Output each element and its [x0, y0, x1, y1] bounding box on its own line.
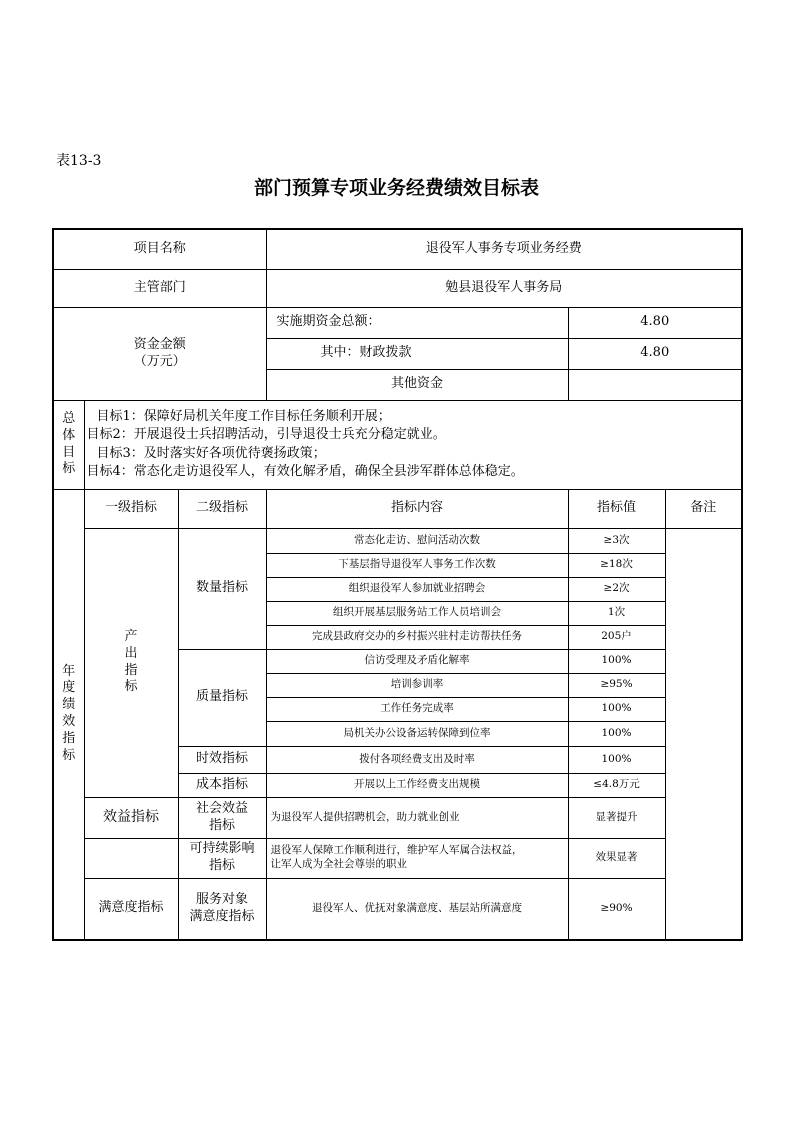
department-row	[53, 269, 742, 307]
funds-row-total	[53, 307, 742, 338]
social-benefit-label: 社会效益 指标	[178, 797, 266, 838]
indicator-content: 培训参训率	[266, 673, 568, 697]
header-level1: 一级指标	[84, 489, 178, 528]
indicator-content: 完成县政府交办的乡村振兴驻村走访帮扶任务	[266, 625, 568, 649]
goal-4: 目标4：常态化走访退役军人，有效化解矛盾，确保全县涉军群体总体稳定。	[86, 463, 524, 479]
indicator-value: ≥3次	[568, 528, 665, 553]
project-label: 项目名称	[53, 229, 266, 269]
department-label: 主管部门	[53, 269, 266, 307]
annual-header-row	[53, 489, 742, 528]
project-row	[53, 229, 742, 269]
indicator-value: 100%	[568, 746, 665, 773]
indicator-value: 显著提升	[568, 797, 665, 838]
indicator-value: ≥2次	[568, 577, 665, 601]
indicator-value: 205户	[568, 625, 665, 649]
quantity-indicator-label: 数量指标	[178, 528, 266, 649]
indicator-content: 常态化走访、慰问活动次数	[266, 528, 568, 553]
indicator-content: 退役军人保障工作顺利进行，维护军人军属合法权益， 让军人成为全社会尊崇的职业	[266, 838, 568, 878]
page-title: 部门预算专项业务经费绩效目标表	[253, 177, 539, 199]
indicator-content: 信访受理及矛盾化解率	[266, 649, 568, 673]
indicator-content: 组织退役军人参加就业招聘会	[266, 577, 568, 601]
indicator-content: 为退役军人提供招聘机会，助力就业创业	[266, 797, 568, 838]
indicator-content: 拨付各项经费支出及时率	[266, 746, 568, 773]
indicator-value: 效果显著	[568, 838, 665, 878]
indicator-value: 100%	[568, 721, 665, 746]
indicator-value: ≤4.8万元	[568, 773, 665, 797]
goal-1: 目标1：保障好局机关年度工作目标任务顺利开展；	[96, 408, 391, 424]
indicator-value: 100%	[568, 697, 665, 721]
indicator-content: 组织开展基层服务站工作人员培训会	[266, 601, 568, 625]
quality-indicator-label: 质量指标	[178, 649, 266, 746]
annual-indicator-label: 年 度 绩 效 指 标	[53, 489, 84, 940]
indicator-content: 退役军人、优抚对象满意度、基层站所满意度	[266, 878, 568, 940]
funds-other-label: 其他资金	[266, 369, 568, 400]
timeliness-indicator-label: 时效指标	[178, 746, 266, 773]
table-row	[53, 797, 742, 838]
funds-other-value	[568, 369, 742, 400]
indicator-content: 下基层指导退役军人事务工作次数	[266, 553, 568, 577]
service-satisfaction-label: 服务对象 满意度指标	[178, 878, 266, 940]
performance-target-table	[52, 228, 743, 941]
satisfaction-indicator-label: 满意度指标	[84, 878, 178, 940]
note-cell	[665, 528, 742, 940]
funds-total-value: 4.80	[568, 307, 742, 338]
indicator-value: 100%	[568, 649, 665, 673]
indicator-value: ≥90%	[568, 878, 665, 940]
funds-fiscal-value: 4.80	[568, 338, 742, 369]
goal-2: 目标2：开展退役士兵招聘活动，引导退役士兵充分稳定就业。	[86, 427, 446, 443]
header-level2: 二级指标	[178, 489, 266, 528]
overall-goal-row	[53, 400, 742, 489]
overall-goal-label: 总 体 目 标	[53, 400, 84, 489]
table-row	[53, 528, 742, 553]
table-row	[53, 878, 742, 940]
empty-cell	[84, 838, 178, 878]
header-note: 备注	[665, 489, 742, 528]
funds-label: 资金金额 （万元）	[53, 307, 266, 400]
indicator-content: 开展以上工作经费支出规模	[266, 773, 568, 797]
sustainable-impact-label: 可持续影响 指标	[178, 838, 266, 878]
benefit-indicator-label: 效益指标	[84, 797, 178, 838]
funds-fiscal-label: 其中：财政拨款	[266, 338, 568, 369]
table-row	[53, 838, 742, 878]
indicator-content: 工作任务完成率	[266, 697, 568, 721]
project-value: 退役军人事务专项业务经费	[266, 229, 742, 269]
cost-indicator-label: 成本指标	[178, 773, 266, 797]
goal-3: 目标3：及时落实好各项优待褒扬政策；	[96, 445, 326, 461]
indicator-value: 1次	[568, 601, 665, 625]
header-value: 指标值	[568, 489, 665, 528]
indicator-value: ≥18次	[568, 553, 665, 577]
indicator-content: 局机关办公设备运转保障到位率	[266, 721, 568, 746]
department-value: 勉县退役军人事务局	[266, 269, 742, 307]
output-indicator-label: 产 出 指 标	[84, 528, 178, 797]
funds-total-label: 实施期资金总额：	[266, 307, 568, 338]
overall-goal-text	[84, 400, 742, 489]
header-content: 指标内容	[266, 489, 568, 528]
indicator-value: ≥95%	[568, 673, 665, 697]
table-number: 表13-3	[56, 153, 102, 169]
